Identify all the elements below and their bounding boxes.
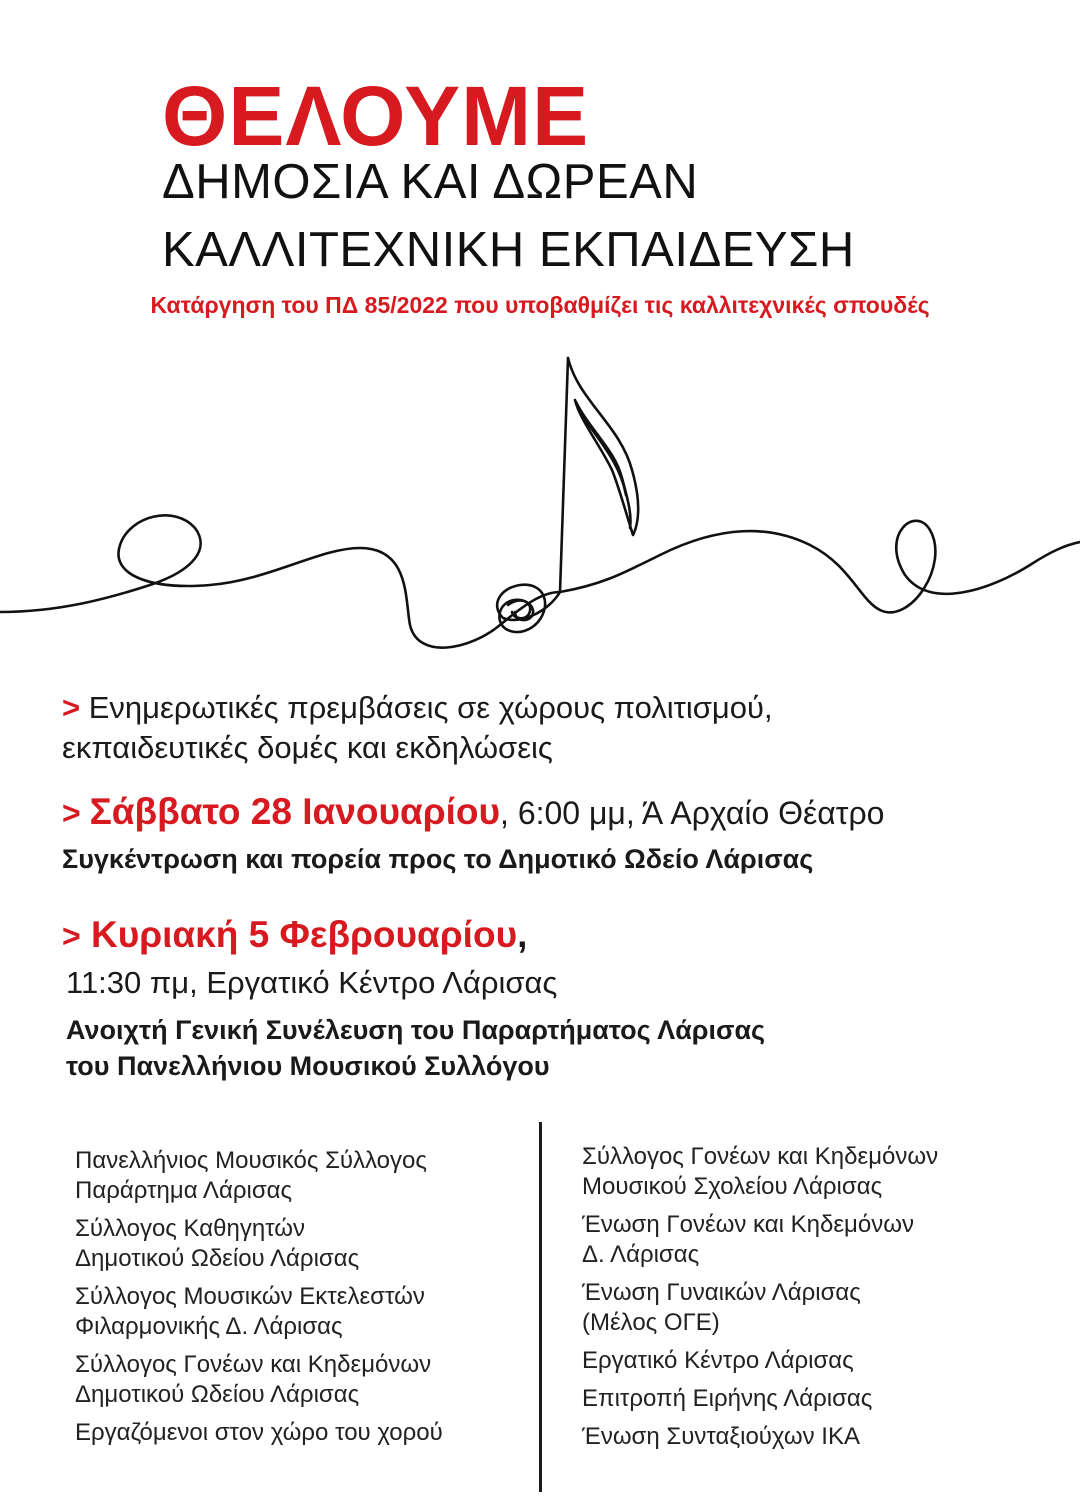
bullet-arrow: > (62, 918, 81, 954)
organizer-item (75, 1214, 525, 1274)
event-1-details: , 6:00 μμ, Ά Αρχαίο Θέατρο (500, 795, 885, 831)
organizer-line: Δημοτικού Ωδείου Λάρισας (75, 1245, 360, 1272)
organizer-line: Επιτροπή Ειρήνης Λάρισας (582, 1385, 873, 1412)
organizer-line: Δ. Λάρισας (582, 1241, 700, 1268)
subhead-line-2: ΚΑΛΛΙΤΕΧΝΙΚΗ ΕΚΠΑΙΔΕΥΣΗ (162, 223, 855, 277)
headline: ΘΕΛΟΥΜΕ (162, 69, 590, 163)
info-item-line-2: εκπαιδευτικές δομές και εκδηλώσεις (62, 730, 553, 765)
organizer-line: Πανελλήνιος Μουσικός Σύλλογος (75, 1147, 427, 1174)
organizer-line: Ένωση Γονέων και Κηδεμόνων (582, 1211, 914, 1238)
organizer-item (582, 1278, 1052, 1338)
event-2-description (66, 1012, 765, 1084)
organizer-item (582, 1142, 1052, 1202)
organizer-item (75, 1282, 525, 1342)
bullet-arrow: > (62, 690, 81, 725)
organizer-line: Ένωση Συνταξιούχων ΙΚΑ (582, 1423, 860, 1450)
organizer-line: Σύλλογος Μουσικών Εκτελεστών (75, 1283, 425, 1310)
organizer-line: Σύλλογος Γονέων και Κηδεμόνων (75, 1351, 432, 1378)
organizer-item (75, 1350, 525, 1410)
event-1-heading (62, 790, 884, 835)
column-divider (539, 1122, 542, 1492)
organizer-item (582, 1346, 1052, 1376)
organizer-line: (Μέλος ΟΓΕ) (582, 1309, 720, 1336)
organizer-line: Εργατικό Κέντρο Λάρισας (582, 1347, 854, 1374)
organizer-item (582, 1422, 1052, 1452)
event-1-date: Σάββατο 28 Ιανουαρίου (89, 791, 501, 832)
organizer-line: Σύλλογος Γονέων και Κηδεμόνων (582, 1143, 939, 1170)
organizer-item (75, 1418, 525, 1448)
organizers-left-column (75, 1146, 525, 1456)
organizer-line: Σύλλογος Καθηγητών (75, 1215, 306, 1242)
info-item-line-1 (62, 688, 773, 728)
bullet-arrow: > (62, 795, 81, 831)
event-2-date: Κυριακή 5 Φεβρουαρίου (90, 914, 518, 955)
event-2-description-line-1: Ανοιχτή Γενική Συνέλευση του Παραρτήματος Λάρισας (66, 1015, 766, 1045)
event-2-details: 11:30 πμ, Εργατικό Κέντρο Λάρισας (66, 965, 558, 1000)
organizer-line: Ένωση Γυναικών Λάρισας (582, 1279, 861, 1306)
organizers-right-column (582, 1142, 1052, 1460)
event-2-heading (62, 912, 527, 959)
organizer-item (582, 1210, 1052, 1270)
organizer-line: Μουσικού Σχολείου Λάρισας (582, 1173, 883, 1200)
music-note-line-art-icon (0, 345, 1080, 675)
organizer-item (582, 1384, 1052, 1414)
event-2-description-line-2: του Πανελλήνιου Μουσικού Συλλόγου (66, 1051, 550, 1081)
tagline: Κατάργηση του ΠΔ 85/2022 που υποβαθμίζει τις καλλιτεχνικές σπουδές (150, 292, 930, 318)
event-1-description: Συγκέντρωση και πορεία προς το Δημοτικό Ωδείο Λάρισας (62, 844, 814, 874)
subhead-line-1: ΔΗΜΟΣΙΑ ΚΑΙ ΔΩΡΕΑΝ (162, 155, 699, 209)
event-2-comma: , (517, 914, 528, 955)
organizer-line: Φιλαρμονικής Δ. Λάρισας (75, 1313, 343, 1340)
organizer-line: Εργαζόμενοι στον χώρο του χορού (75, 1419, 443, 1446)
organizer-item (75, 1146, 525, 1206)
organizer-line: Παράρτημα Λάρισας (75, 1177, 293, 1204)
info-item-text: Ενημερωτικές πρεμβάσεις σε χώρους πολιτισμού, (88, 690, 773, 725)
organizer-line: Δημοτικού Ωδείου Λάρισας (75, 1381, 360, 1408)
